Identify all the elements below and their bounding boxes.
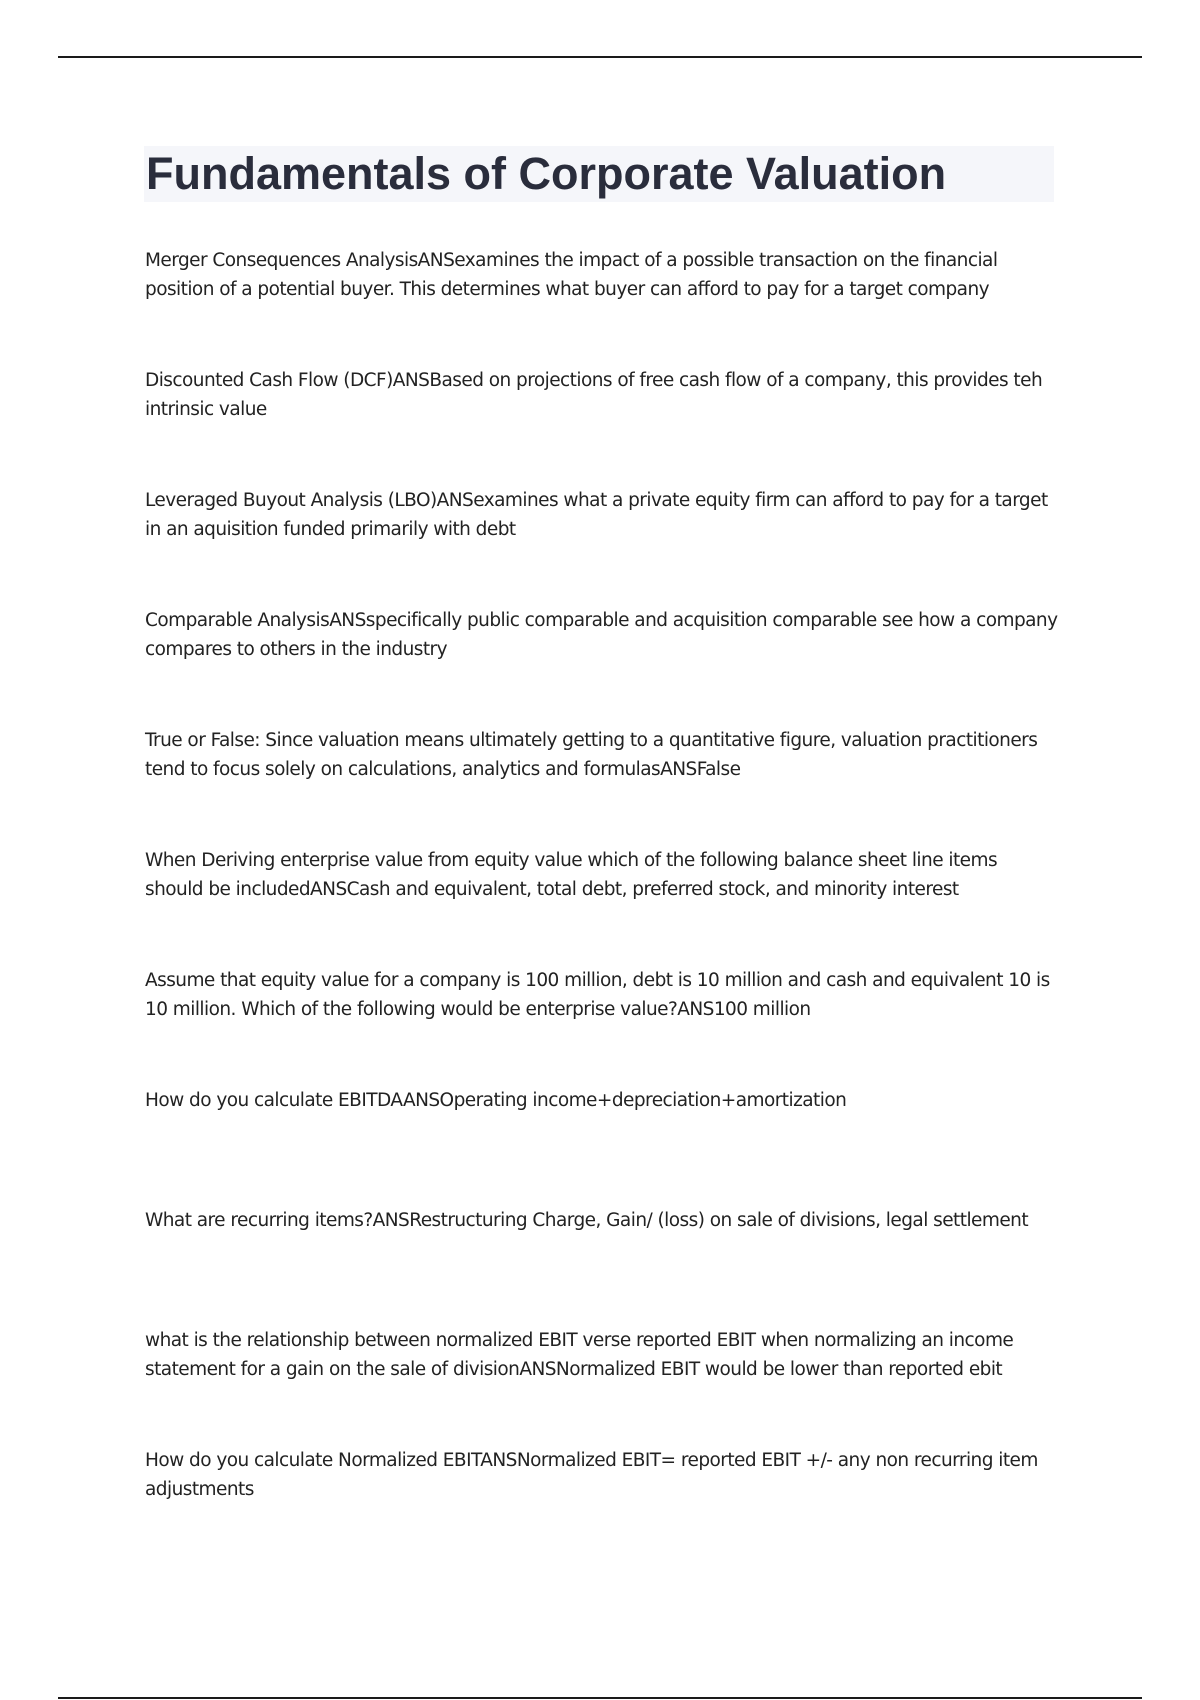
flashcard-2: Discounted Cash Flow (DCF)ANSBased on projections of free cash flow of a company, this provides teh intrinsic value [145,370,1043,420]
flashcard-11: How do you calculate Normalized EBITANSNormalized EBIT= reported EBIT +/- any non recurring item adjustments [145,1450,1038,1500]
title-banner [144,146,1054,202]
flashcard-10: what is the relationship between normalized EBIT verse reported EBIT when normalizing an income statement for a gain on the sale of divisionANSNormalized EBIT would be lower than reported ebit [145,1330,1014,1380]
flashcard-list [145,246,1060,1566]
bottom-rule [58,1697,1142,1699]
flashcard-3: Leveraged Buyout Analysis (LBO)ANSexamines what a private equity firm can afford to pay for a target in an aquisition funded primarily with debt [145,490,1048,540]
flashcard-5: True or False: Since valuation means ultimately getting to a quantitative figure, valuation practitioners tend to focus solely on calculations, analytics and formulasANSFalse [145,730,1038,780]
page-title: Fundamentals of Corporate Valuation [146,148,947,199]
flashcard-9: What are recurring items?ANSRestructuring Charge, Gain/ (loss) on sale of divisions, legal settlement [145,1210,1029,1231]
flashcard-8: How do you calculate EBITDAANSOperating income+depreciation+amortization [145,1090,847,1111]
top-rule [58,56,1142,58]
flashcard-7: Assume that equity value for a company is 100 million, debt is 10 million and cash and equivalent 10 is 10 million. Which of the following would be enterprise value?ANS100 million [145,970,1050,1020]
flashcard-1: Merger Consequences AnalysisANSexamines the impact of a possible transaction on the financial position of a potential buyer. This determines what buyer can afford to pay for a target company [145,250,998,300]
flashcard-4: Comparable AnalysisANSspecifically public comparable and acquisition comparable see how a company compares to others in the industry [145,610,1058,660]
flashcard-6: When Deriving enterprise value from equity value which of the following balance sheet line items should be includedANSCash and equivalent, total debt, preferred stock, and minority interest [145,850,998,900]
